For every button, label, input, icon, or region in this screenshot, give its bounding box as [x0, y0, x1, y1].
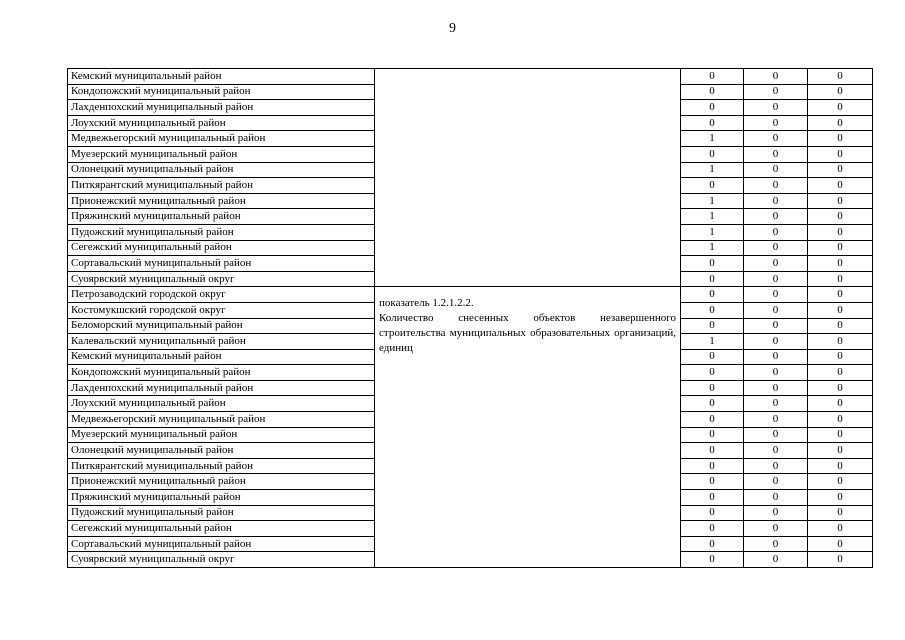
municipality-name-cell: Костомукшский городской округ — [68, 302, 375, 318]
value-cell-2: 0 — [744, 240, 808, 256]
value-cell-2: 0 — [744, 490, 808, 506]
value-cell-3: 0 — [808, 271, 873, 287]
value-cell-1: 0 — [681, 146, 744, 162]
municipality-name-cell: Прионежский муниципальный район — [68, 474, 375, 490]
value-cell-2: 0 — [744, 193, 808, 209]
value-cell-1: 0 — [681, 256, 744, 272]
value-cell-1: 0 — [681, 412, 744, 428]
municipality-name-cell: Сегежский муниципальный район — [68, 240, 375, 256]
value-cell-2: 0 — [744, 69, 808, 85]
value-cell-3: 0 — [808, 318, 873, 334]
municipality-name-cell: Беломорский муниципальный район — [68, 318, 375, 334]
value-cell-3: 0 — [808, 427, 873, 443]
municipality-name-cell: Олонецкий муниципальный район — [68, 162, 375, 178]
value-cell-2: 0 — [744, 287, 808, 303]
value-cell-1: 0 — [681, 427, 744, 443]
municipality-name-cell: Петрозаводский городской округ — [68, 287, 375, 303]
value-cell-3: 0 — [808, 131, 873, 147]
value-cell-2: 0 — [744, 505, 808, 521]
value-cell-2: 0 — [744, 349, 808, 365]
value-cell-3: 0 — [808, 474, 873, 490]
value-cell-3: 0 — [808, 380, 873, 396]
table-row — [68, 69, 873, 85]
value-cell-2: 0 — [744, 334, 808, 350]
value-cell-2: 0 — [744, 146, 808, 162]
municipality-name-cell: Муезерский муниципальный район — [68, 427, 375, 443]
municipality-name-cell: Пудожский муниципальный район — [68, 505, 375, 521]
indicator-table — [67, 68, 873, 568]
table-row — [68, 287, 873, 303]
value-cell-3: 0 — [808, 287, 873, 303]
value-cell-3: 0 — [808, 349, 873, 365]
indicator-description — [375, 287, 680, 356]
value-cell-3: 0 — [808, 178, 873, 194]
value-cell-1: 0 — [681, 271, 744, 287]
value-cell-1: 1 — [681, 334, 744, 350]
value-cell-3: 0 — [808, 193, 873, 209]
value-cell-2: 0 — [744, 162, 808, 178]
value-cell-2: 0 — [744, 458, 808, 474]
value-cell-3: 0 — [808, 412, 873, 428]
value-cell-1: 1 — [681, 162, 744, 178]
value-cell-3: 0 — [808, 162, 873, 178]
value-cell-3: 0 — [808, 536, 873, 552]
value-cell-3: 0 — [808, 552, 873, 568]
municipality-name-cell: Калевальский муниципальный район — [68, 334, 375, 350]
value-cell-1: 0 — [681, 380, 744, 396]
value-cell-3: 0 — [808, 240, 873, 256]
municipality-name-cell: Лахденпохский муниципальный район — [68, 380, 375, 396]
municipality-name-cell: Муезерский муниципальный район — [68, 146, 375, 162]
value-cell-3: 0 — [808, 443, 873, 459]
value-cell-2: 0 — [744, 318, 808, 334]
indicator-cell — [375, 287, 681, 568]
municipality-name-cell: Суоярвский муниципальный округ — [68, 552, 375, 568]
value-cell-2: 0 — [744, 115, 808, 131]
value-cell-1: 0 — [681, 365, 744, 381]
value-cell-1: 0 — [681, 318, 744, 334]
municipality-name-cell: Пряжинский муниципальный район — [68, 490, 375, 506]
value-cell-1: 0 — [681, 84, 744, 100]
value-cell-2: 0 — [744, 131, 808, 147]
value-cell-3: 0 — [808, 84, 873, 100]
value-cell-3: 0 — [808, 224, 873, 240]
value-cell-2: 0 — [744, 271, 808, 287]
municipality-name-cell: Медвежьегорский муниципальный район — [68, 131, 375, 147]
municipality-name-cell: Пудожский муниципальный район — [68, 224, 375, 240]
municipality-name-cell: Лоухский муниципальный район — [68, 115, 375, 131]
value-cell-2: 0 — [744, 224, 808, 240]
indicator-cell-continued — [375, 69, 681, 287]
value-cell-1: 1 — [681, 224, 744, 240]
value-cell-3: 0 — [808, 100, 873, 116]
value-cell-1: 0 — [681, 443, 744, 459]
value-cell-2: 0 — [744, 474, 808, 490]
value-cell-3: 0 — [808, 69, 873, 85]
value-cell-1: 0 — [681, 287, 744, 303]
municipality-name-cell: Сортавальский муниципальный район — [68, 256, 375, 272]
value-cell-3: 0 — [808, 458, 873, 474]
municipality-name-cell: Кондопожский муниципальный район — [68, 84, 375, 100]
value-cell-3: 0 — [808, 256, 873, 272]
value-cell-1: 0 — [681, 521, 744, 537]
value-cell-1: 0 — [681, 349, 744, 365]
municipality-name-cell: Кемский муниципальный район — [68, 349, 375, 365]
value-cell-3: 0 — [808, 365, 873, 381]
value-cell-2: 0 — [744, 536, 808, 552]
indicator-table-body — [68, 69, 873, 568]
value-cell-1: 0 — [681, 505, 744, 521]
value-cell-1: 1 — [681, 209, 744, 225]
value-cell-3: 0 — [808, 302, 873, 318]
value-cell-3: 0 — [808, 490, 873, 506]
value-cell-1: 1 — [681, 193, 744, 209]
value-cell-1: 0 — [681, 490, 744, 506]
municipality-name-cell: Прионежский муниципальный район — [68, 193, 375, 209]
value-cell-3: 0 — [808, 396, 873, 412]
municipality-name-cell: Пряжинский муниципальный район — [68, 209, 375, 225]
value-cell-2: 0 — [744, 521, 808, 537]
municipality-name-cell: Сегежский муниципальный район — [68, 521, 375, 537]
value-cell-2: 0 — [744, 209, 808, 225]
value-cell-1: 1 — [681, 240, 744, 256]
value-cell-2: 0 — [744, 256, 808, 272]
value-cell-3: 0 — [808, 146, 873, 162]
indicator-code: показатель 1.2.1.2.2. — [379, 297, 474, 310]
value-cell-1: 0 — [681, 178, 744, 194]
value-cell-3: 0 — [808, 209, 873, 225]
value-cell-1: 1 — [681, 131, 744, 147]
value-cell-1: 0 — [681, 458, 744, 474]
value-cell-1: 0 — [681, 115, 744, 131]
municipality-name-cell: Кондопожский муниципальный район — [68, 365, 375, 381]
value-cell-3: 0 — [808, 115, 873, 131]
value-cell-2: 0 — [744, 396, 808, 412]
municipality-name-cell: Кемский муниципальный район — [68, 69, 375, 85]
value-cell-2: 0 — [744, 443, 808, 459]
municipality-name-cell: Медвежьегорский муниципальный район — [68, 412, 375, 428]
value-cell-3: 0 — [808, 521, 873, 537]
value-cell-1: 0 — [681, 474, 744, 490]
page-number: 9 — [449, 21, 456, 36]
value-cell-2: 0 — [744, 178, 808, 194]
value-cell-2: 0 — [744, 84, 808, 100]
value-cell-1: 0 — [681, 69, 744, 85]
indicator-text: Количество снесенных объектов незавершенного строительства муниципальных образовательных организаций, единиц — [379, 312, 676, 355]
municipality-name-cell: Олонецкий муниципальный район — [68, 443, 375, 459]
value-cell-1: 0 — [681, 302, 744, 318]
value-cell-1: 0 — [681, 396, 744, 412]
value-cell-2: 0 — [744, 552, 808, 568]
value-cell-2: 0 — [744, 427, 808, 443]
value-cell-1: 0 — [681, 552, 744, 568]
municipality-name-cell: Питкярантский муниципальный район — [68, 178, 375, 194]
value-cell-2: 0 — [744, 412, 808, 428]
municipality-name-cell: Лоухский муниципальный район — [68, 396, 375, 412]
value-cell-3: 0 — [808, 334, 873, 350]
value-cell-2: 0 — [744, 380, 808, 396]
municipality-name-cell: Суоярвский муниципальный округ — [68, 271, 375, 287]
value-cell-3: 0 — [808, 505, 873, 521]
value-cell-2: 0 — [744, 302, 808, 318]
municipality-name-cell: Сортавальский муниципальный район — [68, 536, 375, 552]
municipality-name-cell: Питкярантский муниципальный район — [68, 458, 375, 474]
value-cell-1: 0 — [681, 536, 744, 552]
value-cell-1: 0 — [681, 100, 744, 116]
value-cell-2: 0 — [744, 365, 808, 381]
municipality-name-cell: Лахденпохский муниципальный район — [68, 100, 375, 116]
value-cell-2: 0 — [744, 100, 808, 116]
